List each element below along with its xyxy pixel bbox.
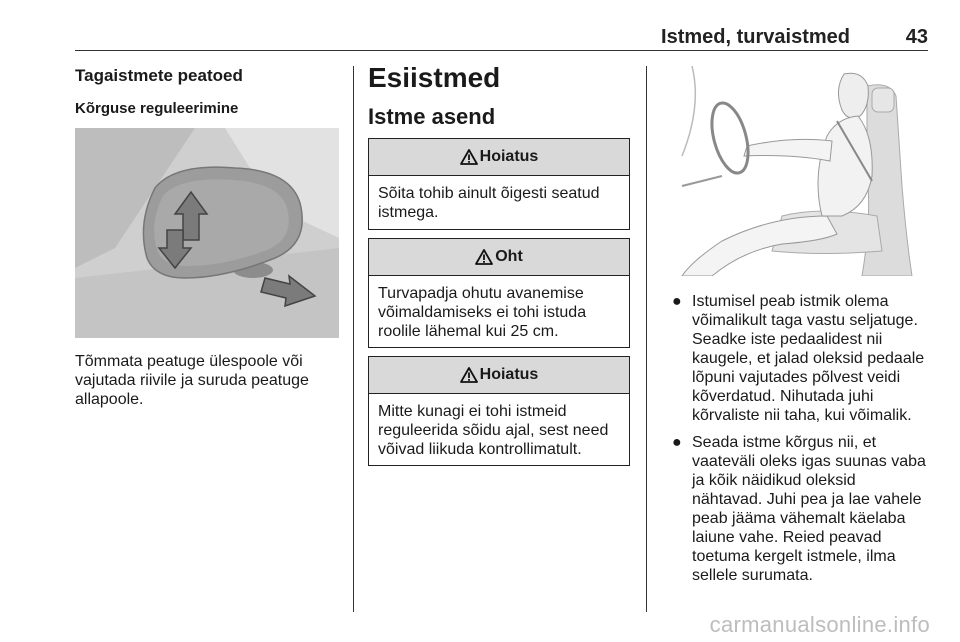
header-rule (75, 50, 928, 51)
list-item-text: Seada istme kõrgus nii, et vaateväli oleks igas suunas vaba ja kõik näidikud oleksid nähtavad. Juhi pea ja lae vahele peab jääma vähemalt käelaba laiune vahe. Reied peavad toetuma kergelt istmele, ilma sellele surumata. (692, 434, 926, 584)
warning-triangle-icon (460, 367, 478, 383)
headrest-instructions: Tõmmata peatuge ülespoole või vajutada riivile ja suruda peatuge allapoole. (75, 353, 309, 408)
seat-position-bullet-list (668, 292, 930, 593)
notice-title: Hoiatus (479, 366, 539, 383)
sub-heading: Istme asend (368, 104, 496, 129)
notice-header (369, 357, 629, 394)
notice-text: Sõita tohib ainult õigesti seatud istmega. (378, 185, 600, 221)
column-divider-left (353, 66, 354, 612)
warning-notice-1 (368, 138, 630, 230)
list-item (668, 292, 930, 425)
list-item-text: Istumisel peab istmik olema võimalikult taga vastu seljatuge. Seadke iste pedaalidest nii kaugele, et jalad oleksid pedaale lõpuni vajutades põlvest veidi kõverdatud. Nihutada juhi kõrvaliste nii taha, kui võimalik. (692, 293, 925, 424)
headrest-adjustment-illustration (75, 128, 339, 338)
notice-header (369, 139, 629, 176)
page-number: 43 (905, 26, 928, 48)
warning-triangle-icon (460, 149, 478, 165)
watermark: carmanualsonline.info (709, 612, 930, 637)
driver-seat-position-illustration (662, 66, 926, 276)
section-title: Tagaistmete peatoed (75, 66, 243, 85)
notice-title: Oht (495, 248, 523, 265)
subsection-title: Kõrguse reguleerimine (75, 100, 239, 117)
danger-notice (368, 238, 630, 348)
notice-header (369, 239, 629, 276)
warning-triangle-icon (475, 249, 493, 265)
bullet-dot-icon: ● (672, 434, 682, 451)
warning-notice-2 (368, 356, 630, 466)
bullet-dot-icon: ● (672, 293, 682, 310)
notice-text: Mitte kunagi ei tohi istmeid reguleerida sõidu ajal, sest need võivad liikuda kontrollimatult. (378, 403, 609, 458)
notice-text: Turvapadja ohutu avanemise võimaldamiseks ei tohi istuda roolile lähemal kui 25 cm. (378, 285, 587, 340)
main-heading: Esiistmed (368, 62, 501, 93)
notice-title: Hoiatus (479, 148, 539, 165)
header-title: Istmed, turvaistmed (661, 26, 850, 48)
column-divider-right (646, 66, 647, 612)
list-item (668, 433, 930, 585)
